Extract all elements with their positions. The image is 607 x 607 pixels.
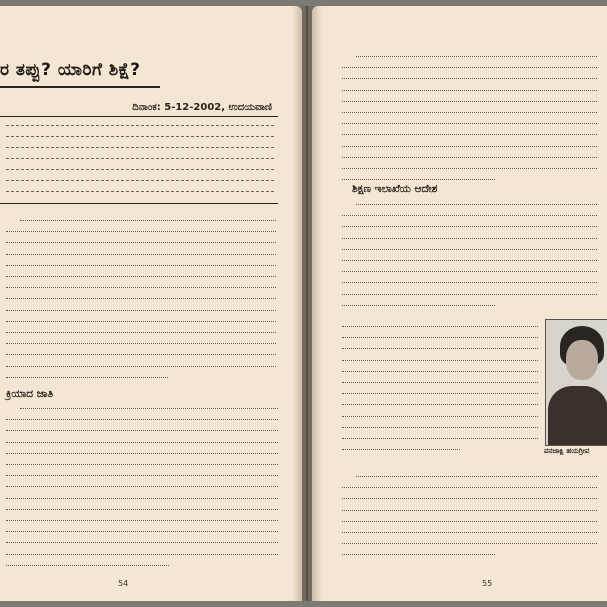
text-line [342, 382, 538, 383]
text-line [342, 510, 597, 511]
text-line [342, 294, 597, 295]
text-line [6, 464, 278, 465]
text-line [342, 67, 597, 68]
text-line [342, 305, 495, 306]
section-subhead: ಶಿಕ್ಷಣ ಇಲಾಖೆಯ ಆದೇಶ [352, 183, 438, 195]
text-line [6, 366, 276, 367]
book-gutter [292, 6, 322, 601]
summary-line [6, 191, 274, 196]
right-page [312, 6, 607, 601]
text-line [342, 238, 597, 239]
page-number: 55 [482, 579, 493, 588]
text-line [342, 90, 597, 91]
text-line [6, 565, 169, 566]
text-line [6, 254, 276, 255]
text-line [6, 442, 278, 443]
summary-box [0, 116, 278, 204]
author-photo [545, 319, 607, 446]
text-line [342, 249, 597, 250]
text-line [6, 377, 168, 378]
text-line [342, 393, 538, 394]
text-line [342, 112, 597, 113]
summary-line [6, 169, 274, 174]
article-title: ರ ತಪ್ಪು? ಯಾರಿಗೆ ಶಿಕ್ಷೆ? [0, 60, 141, 80]
text-line [342, 337, 538, 338]
summary-line [6, 136, 274, 141]
text-line [6, 332, 276, 333]
page-number: 54 [118, 579, 129, 588]
text-line [6, 354, 276, 355]
summary-line [6, 158, 274, 163]
text-line [6, 242, 276, 243]
text-line [6, 453, 278, 454]
text-line [6, 310, 276, 311]
text-line [342, 416, 538, 417]
text-line [342, 271, 597, 272]
text-line [342, 179, 495, 180]
text-line [342, 78, 597, 79]
text-line [342, 215, 597, 216]
text-line [342, 404, 538, 405]
text-line [356, 476, 597, 477]
text-line [342, 123, 597, 124]
text-line [342, 360, 538, 361]
text-line [356, 204, 597, 205]
text-line [342, 146, 597, 147]
text-line [6, 298, 276, 299]
section-subhead: ಕ್ರಿಯಾದ ಜಾತಿ [6, 388, 54, 400]
summary-line [6, 147, 274, 152]
summary-line [6, 180, 274, 185]
text-line [6, 509, 278, 510]
text-line [20, 220, 276, 221]
text-line [342, 168, 597, 169]
text-line [342, 543, 597, 544]
text-line [6, 498, 278, 499]
text-line [342, 427, 538, 428]
photo-caption: ವನಜಾಕ್ಷಿ ಹಯಗ್ರೀವ [544, 447, 590, 455]
text-line [342, 521, 597, 522]
text-line [342, 498, 597, 499]
text-line [356, 56, 597, 57]
text-line [6, 486, 278, 487]
text-line [6, 265, 276, 266]
text-line [342, 326, 538, 327]
text-line [6, 531, 278, 532]
text-line [6, 419, 278, 420]
book-spread [0, 6, 607, 607]
text-line [342, 348, 538, 349]
text-line [6, 287, 276, 288]
text-line [6, 231, 276, 232]
text-line [6, 475, 278, 476]
date-line: ದಿನಾಂಕ: 5-12-2002, ಉದಯವಾಣಿ [132, 102, 272, 113]
text-line [6, 542, 278, 543]
text-line [342, 438, 538, 439]
text-line [342, 260, 597, 261]
text-line [342, 282, 597, 283]
text-line [342, 371, 538, 372]
photo-body [548, 386, 607, 446]
text-line [342, 101, 597, 102]
text-line [342, 554, 495, 555]
title-underline [0, 86, 160, 88]
text-line [6, 276, 276, 277]
left-page [0, 6, 302, 601]
text-line [6, 554, 278, 555]
text-line [342, 134, 597, 135]
text-line [6, 343, 276, 344]
photo-face [566, 340, 598, 380]
summary-line [6, 125, 274, 130]
text-line [342, 532, 597, 533]
text-line [6, 321, 276, 322]
text-line [342, 449, 460, 450]
text-line [342, 487, 597, 488]
text-line [20, 408, 278, 409]
text-line [6, 520, 278, 521]
text-line [342, 226, 597, 227]
text-line [6, 430, 278, 431]
text-line [342, 157, 597, 158]
